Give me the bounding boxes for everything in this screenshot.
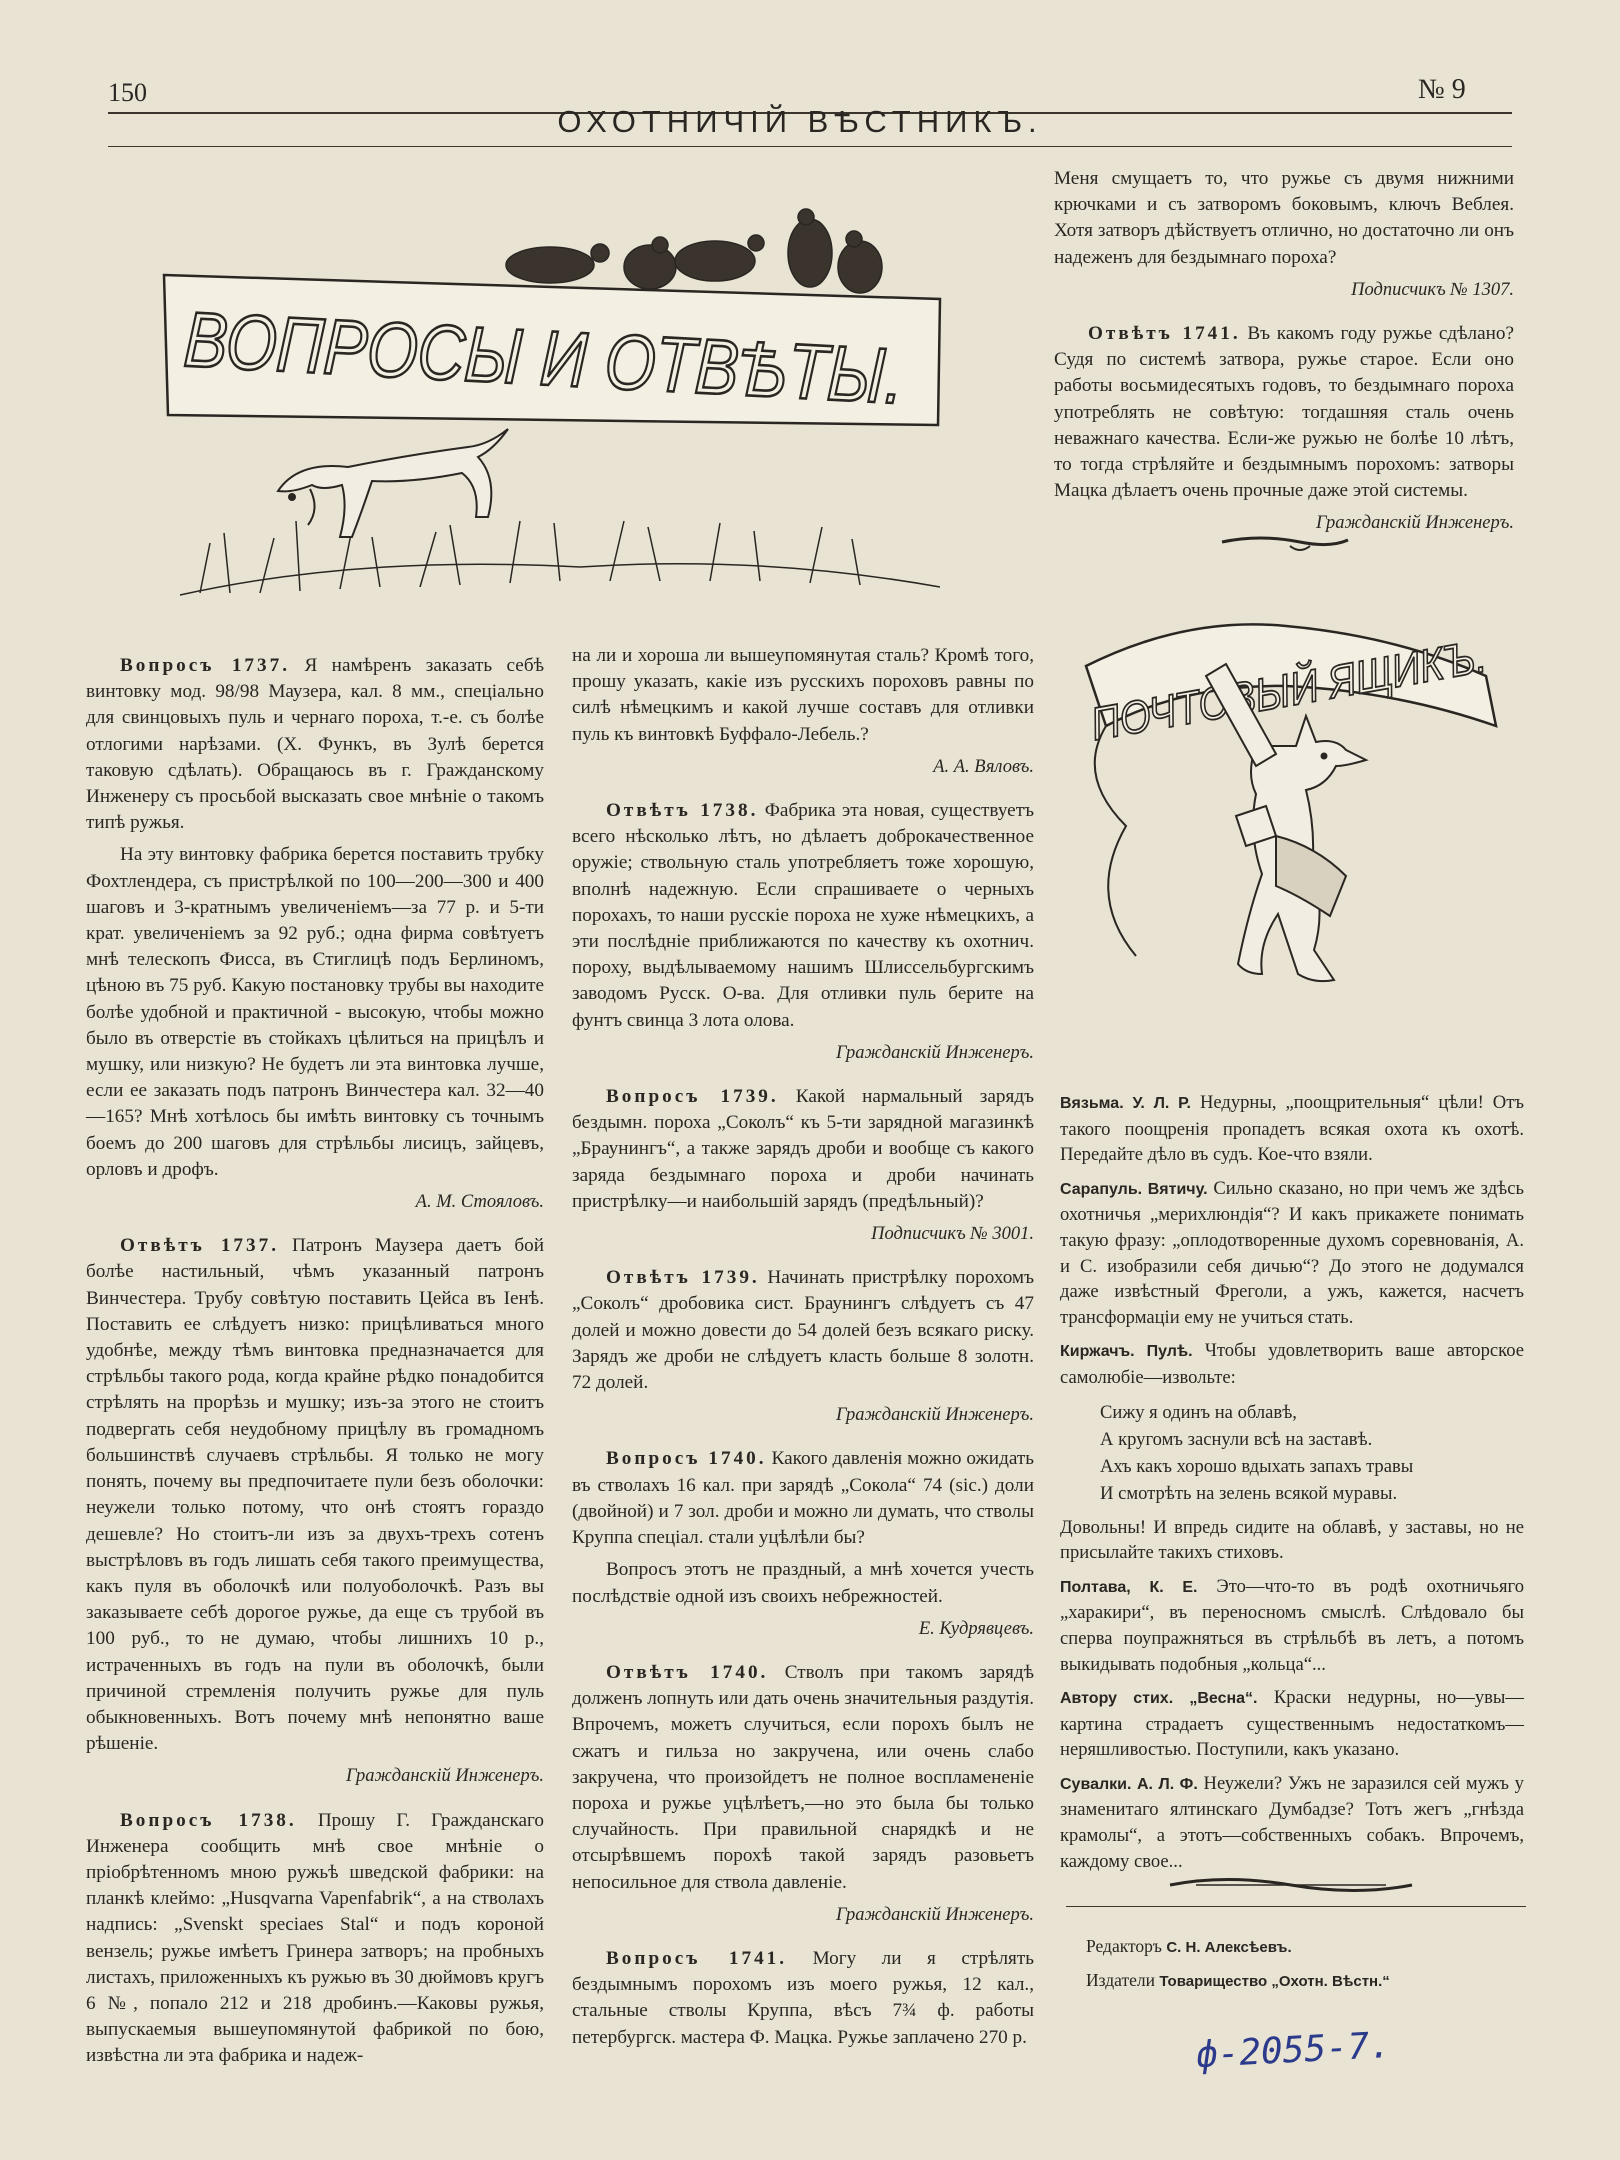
poem-line: Ахъ какъ хорошо вдыхать запахъ травы — [1100, 1455, 1414, 1477]
page-number: 150 — [108, 78, 147, 107]
question-1741 — [572, 1946, 1034, 2051]
mailbox-entry-vyazma — [1060, 1090, 1524, 1168]
signature-engineer: Гражданскій Инженеръ. — [836, 1904, 1034, 1925]
question-1737-paragraph-2: На эту винтовку фабрика берется поставить трубку Фохтлендера, съ пристрѣлкой по 100—200—300 и 400 шаговъ и 3-кратнымъ увеличеніемъ—за 77 р. и 5-ти крат. увеличеніемъ за 92 руб.; одна фирма совѣтуетъ мнѣ телескопъ Фисса, въ Стиглицѣ подъ Берлиномъ, цѣною въ 75 руб. Какую постановку трубы вы находите болѣе удобной и практичной - высокую, чтобы можно было въ отверстіе въ стойкахъ цѣлиться на прицѣлъ и мушку, или низкую? Не будетъ ли эта винтовка лучше, если ее заказать подъ патронъ Винчестера кал. 32—40—165? Мнѣ хотѣлось бы имѣть винтовку съ точнымъ боемъ до 200 шаговъ для стрѣльбы лисицъ, зайцевъ, орловъ и дрофъ. — [86, 844, 544, 1180]
question-1739-text: Какой нармальный зарядъ бездымн. пороха „Соколъ“ къ 5-ти зарядной магазинкѣ „Браунингъ“, а также зарядъ дроби и вообще съ какого заряда бездымнаго пороха и дроби начинать пристрѣлку—и наибольшій зарядъ (предѣльный)? — [572, 1086, 1034, 1212]
answer-1740-text: Стволъ при такомъ зарядѣ долженъ лопнуть или дать очень значительныя раздутія. Впрочемъ, можетъ случиться, если порохъ былъ не сжатъ и гильза но закручена, или очень слабо закручена, что произойдетъ не полное воспламененіе пороха и ружье уцѣлѣетъ,—но это была бы только случайность. При правильной снарядкѣ и не отсырѣвшемъ порохѣ такой зарядъ разовьетъ непосильное для ствола давленіе. — [572, 1661, 1035, 1893]
question-1737 — [86, 653, 544, 836]
answer-1738-label: Отвѣтъ 1738. — [606, 800, 759, 822]
signature-engineer: Гражданскій Инженеръ. — [836, 1405, 1034, 1426]
signature-vyalov: А. А. Вяловъ. — [933, 756, 1034, 777]
entry-heading: Сарапуль. Вятичу. — [1060, 1180, 1208, 1198]
masthead-title: ОХОТНИЧІЙ ВѢСТНИКЪ. — [557, 104, 1043, 139]
question-1740-paragraph-2: Вопросъ этотъ не праздный, а мнѣ хочется учесть послѣдствіе одной изъ своихъ небрежностей. — [572, 1559, 1034, 1607]
mailbox-entry-kirzhach — [1060, 1338, 1524, 1390]
question-1737-text: Я намѣренъ заказать себѣ винтовку мод. 98/98 Маузера, кал. 8 мм., спеціально для свинцовыхъ пуль и чернаго пороха, т.-е. съ болѣе отлогими нарѣзами. (Х. Функъ, въ Зулѣ берется таковую сдѣлать). Обращаюсь въ г. Гражданскому Инженеру съ просьбой высказать свое мнѣніе о такомъ типѣ ружья. — [86, 655, 544, 834]
footer-rule — [1066, 1906, 1526, 1907]
pointer-dog-illustration — [278, 429, 508, 537]
answer-1741 — [1054, 321, 1514, 504]
entry-text: Сильно сказано, но при чемъ же здѣсь охотничья „мерихлюндія“? И какъ прикажете понимать такую фразу: „оплодотворенные духомъ соревнованія, А. и С. изобразили себя дичью“? До этого не додумался даже извѣстный Фреголи, а ужъ, кажется, насчетъ трансформаціи ему не учиться стать. — [1060, 1177, 1524, 1328]
answer-1740 — [572, 1660, 1034, 1896]
entry-heading: Полтава, К. Е. — [1060, 1578, 1198, 1596]
question-1738-continued: на ли и хороша ли вышеупомянутая сталь? Кромѣ того, прошу указать, какіе изъ русскихъ пороховъ равны по силѣ нѣмецкимъ и какой лучше составъ для отливки пуль къ винтовкѣ Буффало-Лебель.? — [572, 645, 1034, 745]
entry-text: Неужели? Ужъ не заразился сей мужъ у знаменитаго ялтинскаго Думбадзе? Тотъ жегъ „гнѣзда крамолы“, а этотъ—собственныхъ собакъ. Впрочемъ, каждому свое... — [1060, 1772, 1524, 1872]
entry-heading: Сувалки. А. Л. Ф. — [1060, 1775, 1198, 1793]
mailbox-entry-vesna — [1060, 1685, 1524, 1763]
mailbox-entry-suvalki — [1060, 1771, 1524, 1874]
entry-heading: Автору стих. „Весна“. — [1060, 1690, 1258, 1708]
mailbox-section — [1060, 1090, 1524, 1882]
poem-line: А кругомъ заснули всѣ на заставѣ. — [1100, 1428, 1373, 1450]
entry-heading: Киржачъ. Пулѣ. — [1060, 1343, 1193, 1361]
end-ornament — [1166, 1872, 1416, 1898]
entry-text: Краски недурны, но—увы—картина страдаетъ существеннымъ недостаткомъ—неряшливостью. Поступили, какъ указано. — [1060, 1687, 1524, 1761]
answer-1740-label: Отвѣтъ 1740. — [606, 1661, 769, 1683]
entry-text: Недурны, „поощрительныя“ цѣли! Отъ такого поощренія пропадетъ всякая охота къ охотѣ. Передайте дѣло въ судъ. Кое-что взяли. — [1060, 1092, 1524, 1166]
signature-subscriber-1307: Подписчикъ № 1307. — [1351, 279, 1514, 300]
editorial-credits — [1086, 1930, 1390, 1998]
signature-engineer: Гражданскій Инженеръ. — [1316, 513, 1514, 534]
publisher-label: Издатели — [1086, 1970, 1155, 1990]
poem — [1100, 1399, 1524, 1507]
question-1740 — [572, 1446, 1034, 1551]
grass-illustration — [180, 521, 940, 595]
answer-1739 — [572, 1265, 1034, 1396]
section-ornament — [1220, 528, 1350, 556]
signature-stoyalov: А. М. Стояловъ. — [415, 1192, 544, 1213]
question-1738 — [86, 1808, 544, 2070]
question-1740-text: Какого давленія можно ожидать въ стволахъ 16 кал. при зарядѣ „Сокола“ 74 (sic.) доли (двойной) и 7 зол. дроби и можно ли думать, что стволы Круппа спеціал. стали уцѣлѣли бы? — [572, 1448, 1034, 1549]
answer-1737-text: Патронъ Маузера даетъ бой болѣе настильный, чѣмъ указанный патронъ Винчестера. Трубу совѣтую поставить Цейса въ Іенѣ. Поставить ее слѣдуетъ низко: прицѣливаться много удобнѣе, между тѣмъ винтовка предназначается для стрѣльбы такого рода, когда крайне рѣдко понадобится стрѣлять на прорѣзь и мушку; изъ-за этого не стоитъ подвергать себя неудобному прицѣлу въ громадномъ большинствѣ случаевъ стрѣльбы. Я только не могу понять, почему вы предпочитаете пули безъ оболочки: неужели только потому, что онѣ стоятъ гораздо дешевле? Но стоитъ-ли изъ за двухъ-трехъ сотенъ выстрѣловъ въ годъ лишать себя такого преимущества, какъ пуля въ оболочкѣ или полуоболочкѣ. Разъ вы заказываете себѣ дорогое ружье, да еще съ трубой въ 100 руб., то не думаю, чтобы лишнихъ 10 р., истраченныхъ въ годъ на пули въ оболочкѣ, были причиной стремленія получить ружье для пуль обыкновенныхъ. Вотъ почему мнѣ непонятно ваше рѣшеніе. — [86, 1235, 544, 1755]
publisher-name: Товарищество „Охотн. Вѣстн.“ — [1159, 1973, 1390, 1990]
question-1739 — [572, 1084, 1034, 1215]
editor-name: С. Н. Алексѣевъ. — [1166, 1939, 1292, 1956]
answer-1737-label: Отвѣтъ 1737. — [120, 1235, 280, 1257]
right-column — [1054, 166, 1514, 555]
entry-text: Чтобы удовлетворить ваше авторское самолюбіе—извольте: — [1060, 1340, 1524, 1388]
poem-line: Сижу я одинъ на облавѣ, — [1100, 1401, 1297, 1423]
header-rule-lower — [108, 146, 1512, 147]
question-1741-text: Могу ли я стрѣлять бездымнымъ порохомъ изъ моего ружья, 12 кал., стальные стволы Круппа, вѣсъ 7¾ ф. работы петербургск. мастера Ф. Мацка. Ружье заплачено 270 р. — [572, 1947, 1034, 2048]
publisher-line — [1086, 1964, 1390, 1998]
mailbox-title: ПОЧТОВЫЙ ЯЩИКЪ. — [1086, 618, 1552, 751]
question-1738-label: Вопросъ 1738. — [120, 1809, 297, 1831]
poem-line: И смотрѣть на зелень всякой муравы. — [1100, 1482, 1398, 1504]
question-1740-label: Вопросъ 1740. — [606, 1448, 767, 1470]
signature-subscriber-3001: Подписчикъ № 3001. — [871, 1224, 1034, 1245]
mailbox-banner-illustration — [1066, 596, 1552, 1066]
mailbox-entry-kirzhach-reply: Довольны! И впредь сидите на облавѣ, у заставы, но не присылайте такихъ стиховъ. — [1060, 1516, 1524, 1564]
qa-banner-illustration — [160, 195, 1049, 600]
answer-1741-label: Отвѣтъ 1741. — [1088, 323, 1241, 345]
signature-kudryavtsev: Е. Кудрявцевъ. — [918, 1618, 1034, 1639]
mailbox-entry-poltava — [1060, 1574, 1524, 1677]
answer-1738-text: Фабрика эта новая, существуетъ всего нѣсколько лѣтъ, но дѣлаетъ доброкачественное оружіе; ствольную сталь употребляетъ тоже хорошую, вполнѣ надежную. Если спрашиваете о черныхъ порохахъ, то наши русскіе пороха не хуже нѣмецкихъ, а эти послѣдніе приближаются по качеству къ охотнич. пороху, выдѣлываемому нашимъ Шлиссельбургскимъ заводомъ Русск. О-ва. Для отливки пуль берите на фунтъ свинца 3 лота олова. — [572, 800, 1035, 1031]
qa-title: ВОПРОСЫ И ОТВѢТЫ. — [182, 294, 1049, 428]
birds-illustration — [506, 209, 882, 293]
issue-number: № 9 — [1418, 74, 1466, 105]
question-1741-label: Вопросъ 1741. — [606, 1947, 788, 1969]
middle-column — [572, 643, 1034, 2057]
question-1741-continued: Меня смущаетъ то, что ружье съ двумя нижними крючками и съ затворомъ боковымъ, ключъ Веблея. Хотя затворъ дѣйствуетъ отлично, но достаточно ли онъ надеженъ для бездымнаго пороха? — [1054, 168, 1514, 268]
entry-text: Это—что-то въ родѣ охотничьяго „харакири“, въ переносномъ смыслѣ. Слѣдовало бы сперва поупражняться въ стрѣльбѣ въ летъ, а потомъ выкидывать подобныя „кольца“... — [1060, 1575, 1524, 1675]
answer-1739-text: Начинать пристрѣлку порохомъ „Соколъ“ дробовика сист. Браунингъ слѣдуетъ съ 47 долей и можно довести до 54 долей безъ всякаго риску. Зарядъ же дроби не слѣдуетъ класть больше 8 золотн. 72 долей. — [572, 1267, 1034, 1394]
signature-engineer: Гражданскій Инженеръ. — [836, 1042, 1034, 1063]
entry-heading: Вязьма. У. Л. Р. — [1060, 1095, 1191, 1112]
answer-1741-text: Въ какомъ году ружье сдѣлано? Судя по системѣ затвора, ружье старое. Если оно работы восьмидесятыхъ годовъ, то бездымнаго пороха употреблять не совѣтую: тогдашняя сталь очень неважнаго качества. Если-же ружью не болѣе 10 лѣтъ, то тогда стрѣляйте и бездымнымъ порохомъ: затворы Мацка дѣлаетъ очень прочные даже этой системы. — [1054, 323, 1514, 502]
archive-stamp: ф-2055-7. — [1195, 2024, 1393, 2077]
answer-1737 — [86, 1233, 544, 1757]
mailbox-entry-sarapul — [1060, 1176, 1524, 1331]
answer-1738 — [572, 798, 1034, 1034]
question-1737-label: Вопросъ 1737. — [120, 655, 291, 676]
answer-1739-label: Отвѣтъ 1739. — [606, 1267, 760, 1289]
editor-line — [1086, 1930, 1390, 1964]
question-1738-text: Прошу Г. Гражданскаго Инженера сообщить мнѣ свое мнѣніе о пріобрѣтенномъ мною ружьѣ шведской фабрики: на планкѣ клеймо: „Husqvarna Vapenfabrik“, а на стволахъ надпись: „Svenskt speciaes Stal“ и подъ короной вензель; ружье имѣетъ Гринера затворъ; на пробныхъ листахъ, приложенныхъ къ ружью въ 30 дюймовъ кругъ 6 №, попало 212 и 218 дробинъ.—Каковы ружья, выпускаемыя вышеупомянутой фабрикой по бою, извѣстна ли эта фабрика и надеж- — [86, 1809, 545, 2067]
signature-engineer: Гражданскій Инженеръ. — [346, 1766, 544, 1787]
editor-label: Редакторъ — [1086, 1936, 1162, 1956]
question-1739-label: Вопросъ 1739. — [606, 1086, 779, 1108]
left-column — [86, 647, 544, 2076]
